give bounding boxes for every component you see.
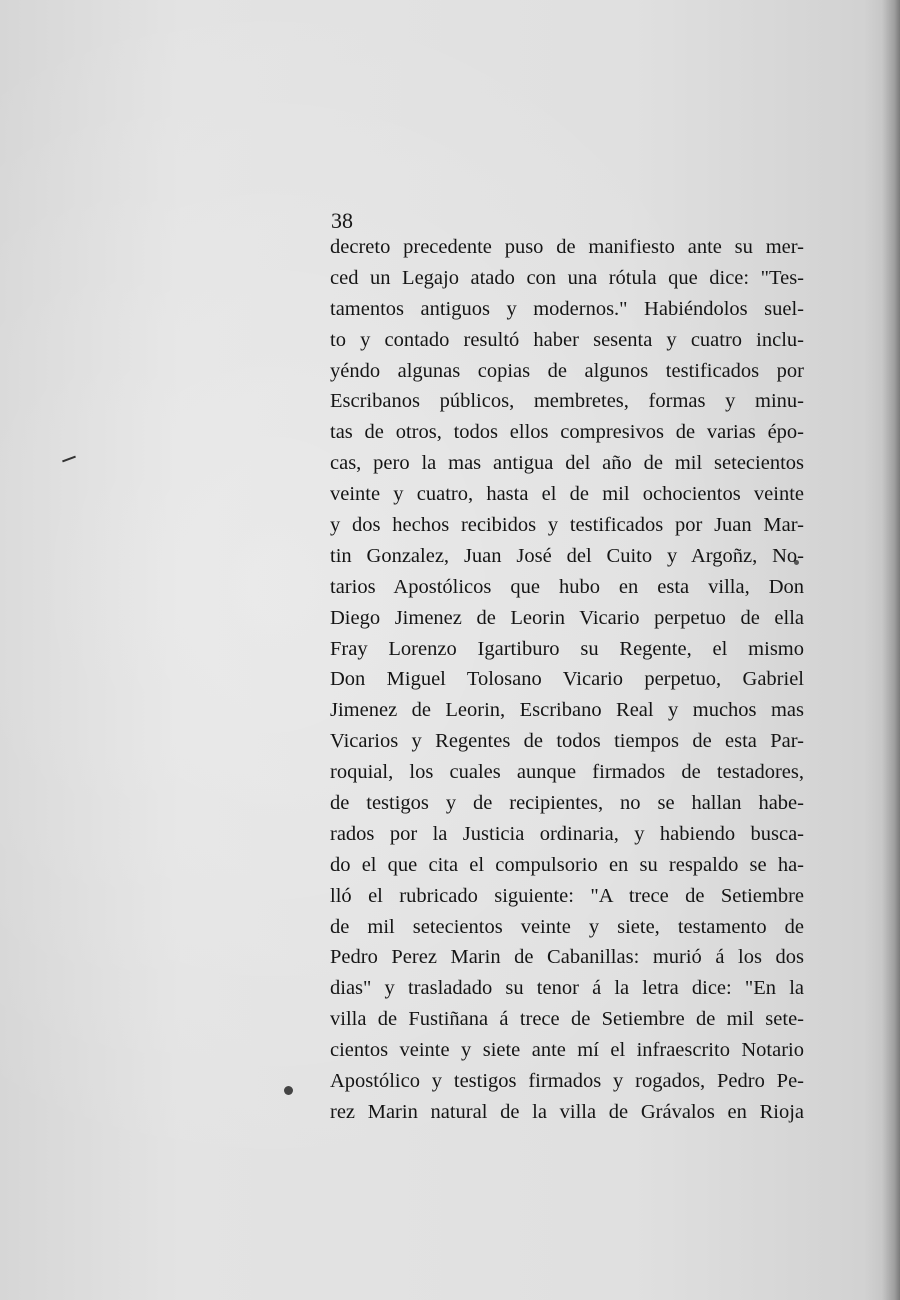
text-line: de mil setecientos veinte y siete, testamento de bbox=[330, 915, 804, 938]
text-line: Diego Jimenez de Leorin Vicario perpetuo de ella bbox=[330, 606, 804, 629]
text-line: Fray Lorenzo Igartiburo su Regente, el mismo bbox=[330, 637, 804, 660]
text-line: rez Marin natural de la villa de Grávalos en Rioja bbox=[330, 1100, 804, 1123]
page-number: 38 bbox=[331, 208, 353, 233]
text-line: decreto precedente puso de manifiesto ante su mer- bbox=[330, 236, 804, 258]
ink-spot bbox=[284, 1086, 293, 1095]
text-line: y dos hechos recibidos y testificados por Juan Mar- bbox=[330, 514, 804, 537]
text-line: de testigos y de recipientes, no se hallan habe- bbox=[330, 792, 804, 815]
text-line: lló el rubricado siguiente: "A trece de Setiembre bbox=[330, 884, 804, 907]
text-line: dias" y trasladado su tenor á la letra dice: "En la bbox=[330, 977, 804, 1000]
text-line: Apostólico y testigos firmados y rogados, Pedro Pe- bbox=[330, 1070, 804, 1093]
text-line: Pedro Perez Marin de Cabanillas: murió á los dos bbox=[330, 946, 804, 969]
text-line: Escribanos públicos, membretes, formas y minu- bbox=[330, 390, 804, 413]
text-line: to y contado resultó haber sesenta y cuatro inclu- bbox=[330, 328, 804, 351]
text-line: Jimenez de Leorin, Escribano Real y muchos mas bbox=[330, 699, 804, 722]
text-line: tamentos antiguos y modernos." Habiéndolos suel- bbox=[330, 297, 804, 320]
text-line: cientos veinte y siete ante mí el infraescrito Notario bbox=[330, 1039, 804, 1062]
text-line: rados por la Justicia ordinaria, y habiendo busca- bbox=[330, 822, 804, 845]
text-line: do el que cita el compulsorio en su respaldo se ha- bbox=[330, 853, 804, 876]
body-text bbox=[330, 232, 804, 1128]
text-line: veinte y cuatro, hasta el de mil ochocientos veinte bbox=[330, 483, 804, 506]
margin-mark bbox=[62, 456, 76, 463]
text-line: villa de Fustiñana á trece de Setiembre de mil sete- bbox=[330, 1008, 804, 1031]
text-line: tarios Apostólicos que hubo en esta villa, Don bbox=[330, 575, 804, 598]
text-line: Vicarios y Regentes de todos tiempos de esta Par- bbox=[330, 730, 804, 753]
text-line: cas, pero la mas antigua del año de mil setecientos bbox=[330, 452, 804, 475]
text-line: Don Miguel Tolosano Vicario perpetuo, Gabriel bbox=[330, 668, 804, 691]
page-edge-shadow bbox=[882, 0, 900, 1300]
text-line: tin Gonzalez, Juan José del Cuito y Argoñz, No- bbox=[330, 544, 804, 567]
text-line: ced un Legajo atado con una rótula que dice: "Tes- bbox=[330, 266, 804, 289]
text-line: roquial, los cuales aunque firmados de testadores, bbox=[330, 761, 804, 784]
text-line: tas de otros, todos ellos compresivos de varias épo- bbox=[330, 421, 804, 444]
text-line: yéndo algunas copias de algunos testificados por bbox=[330, 359, 804, 382]
